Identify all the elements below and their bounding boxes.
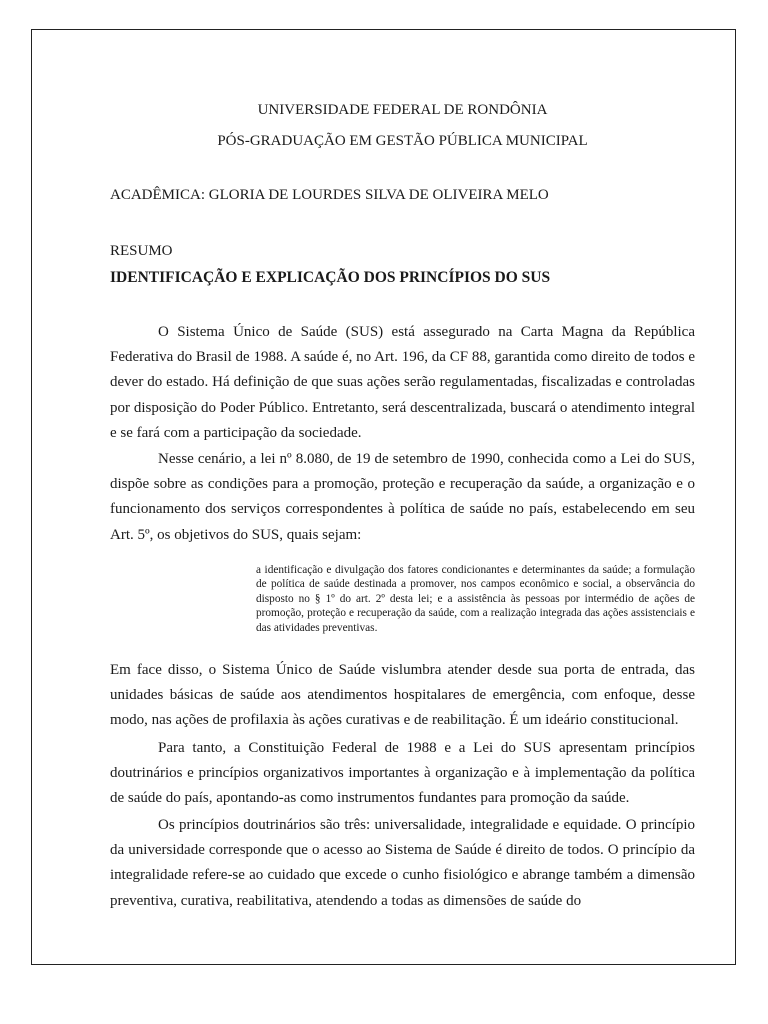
paragraph-4: Para tanto, a Constituição Federal de 1988 e a Lei do SUS apresentam princípios doutrinários e princípios organizativos importantes à organização e à implementação da política de saúde do país, apontando-as como instrumentos fundantes para promoção da saúde. — [110, 740, 695, 807]
paragraph-1: O Sistema Único de Saúde (SUS) está assegurado na Carta Magna da República Federativa do Brasil de 1988. A saúde é, no Art. 196, da CF 88, garantida como direito de todos e dever do estado. Há definição de que suas ações serão regulamentadas, fiscalizadas e controladas por disposição do Poder Público. Entretanto, será descentralizada, buscará o atendimento integral e se fará com a participação da sociedade. — [110, 324, 695, 441]
paragraph-5: Os princípios doutrinários são três: universalidade, integralidade e equidade. O princípio da universidade corresponde que o acesso ao Sistema de Saúde é direito de todos. O princípio da integralidade refere-se ao cuidado que excede o cunho fisiológico e abrange também a dimensão preventiva, curativa, reabilitativa, atendendo a todas as dimensões de saúde do — [110, 817, 695, 909]
law-citation: a identificação e divulgação dos fatores condicionantes e determinantes da saúde; a formulação de política de saúde destinada a promover, nos campos econômico e social, a observância do disposto no § 1º do art. 2º desta lei; e a assistência às pessoas por intermédio de ações de promoção, proteção e recuperação da saúde, com a realização integrada das ações assistenciais e das atividades preventivas. — [256, 564, 695, 634]
paragraph-3: Em face disso, o Sistema Único de Saúde vislumbra atender desde sua porta de entrada, das unidades básicas de saúde aos atendimentos hospitalares de emergência, com enfoque, desse modo, nas ações de profilaxia às ações curativas e de reabilitação. É um ideário constitucional. — [110, 662, 695, 729]
student-name: ACADÊMICA: GLORIA DE LOURDES SILVA DE OLIVEIRA MELO — [110, 187, 549, 203]
section-label: RESUMO — [110, 243, 173, 259]
paragraph-2: Nesse cenário, a lei nº 8.080, de 19 de setembro de 1990, conhecida como a Lei do SUS, dispõe sobre as condições para a promoção, proteção e recuperação da saúde, a organização e o funcionamento dos serviços correspondentes à política de saúde no país, estabelecendo em seu Art. 5º, os objetivos do SUS, quais sejam: — [110, 451, 695, 543]
university-name: UNIVERSIDADE FEDERAL DE RONDÔNIA — [257, 102, 548, 118]
document-title: IDENTIFICAÇÃO E EXPLICAÇÃO DOS PRINCÍPIOS DO SUS — [110, 269, 551, 286]
program-name: PÓS-GRADUAÇÃO EM GESTÃO PÚBLICA MUNICIPAL — [217, 133, 588, 149]
